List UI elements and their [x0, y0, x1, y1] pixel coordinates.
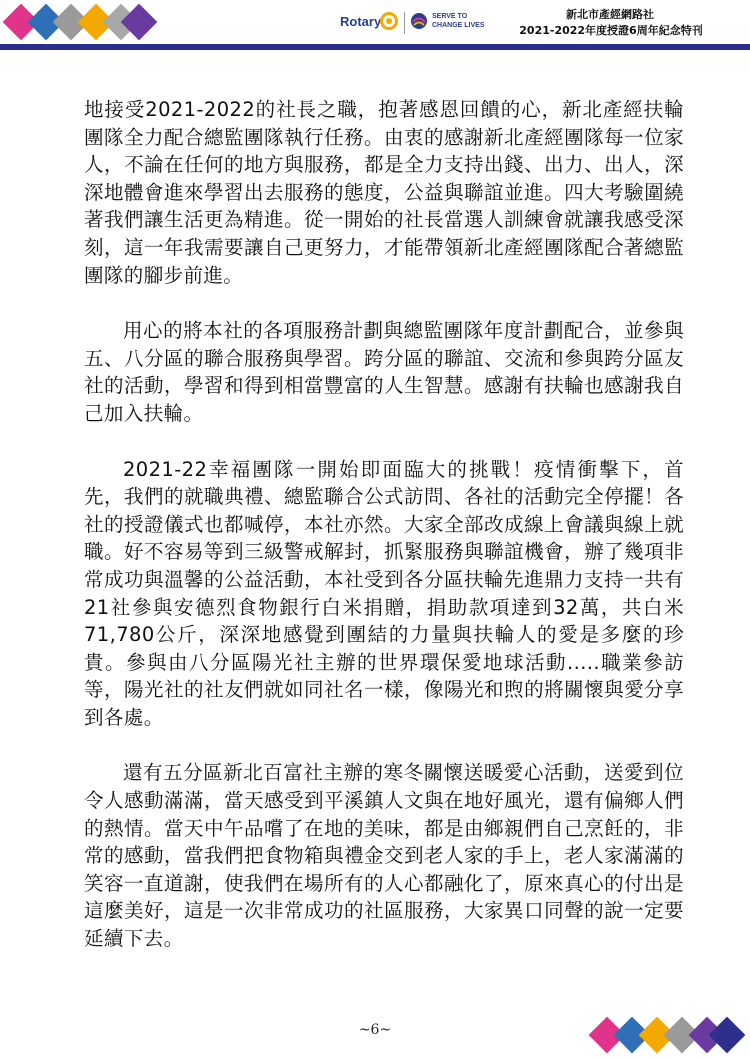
club-name: 新北市產經網路社 [566, 8, 654, 21]
paragraph-1: 地接受2021-2022的社長之職，抱著感恩回饋的心，新北產經扶輪團隊全力配合總監團隊執行任務。由衷的感謝新北產經團隊每一位家人，不論在任何的地方與服務，都是全力支持出錢、出力、出人，深深地體會進來學習出去服務的態度，公益與聯誼並進。四大考驗圍繞著我們讓生活更為精進。從一開始的社長當選人訓練會就讓我感受深刻，這一年我需要讓自己更努力，才能帶領新北產經團隊配合著總監團隊的腳步前進。 [84, 98, 684, 287]
serve-slogan-line1: SERVE TO [432, 13, 468, 20]
page-number: ~6~ [358, 1022, 392, 1038]
paragraph-2: 用心的將本社的各項服務計劃與總監團隊年度計劃配合，並參與五、八分區的聯合服務與學習。跨分區的聯誼、交流和參與跨分區友社的活動，學習和得到相當豐富的人生智慧。感謝有扶輪也感謝我自己加入扶輪。 [84, 319, 684, 425]
paragraph-3: 2021-22幸福團隊一開始即面臨大的挑戰！疫情衝擊下，首先，我們的就職典禮、總監聯合公式訪問、各社的活動完全停擺！各社的授證儀式也都喊停，本社亦然。大家全部改成線上會議與線上就職。好不容易等到三級警戒解封，抓緊服務與聯誼機會，辦了幾項非常成功與溫馨的公益活動，本社受到各分區扶輪先進鼎力支持一共有21社參與安德烈食物銀行白米捐贈，捐助款項達到32萬，共白米71,780公斤，深深地感覺到團結的力量與扶輪人的愛是多麼的珍貴。參與由八分區陽光社主辦的世界環保愛地球活動.....職業參訪等，陽光社的社友們就如同社名一樣，像陽光和煦的將關懷與愛分享到各處。 [84, 457, 684, 729]
serve-slogan-line2: CHANGE LIVES [432, 22, 485, 29]
header-bar [0, 44, 750, 50]
paragraph-4: 還有五分區新北百富社主辦的寒冬關懷送暖愛心活動，送愛到位令人感動滿滿，當天感受到平溪鎮人文與在地好風光，還有偏鄉人們的熱情。當天中午品嚐了在地的美味，都是由鄉親們自己烹飪的，非常的感動，當我們把食物箱與禮金交到老人家的手上，老人家滿滿的笑容一直道謝，使我們在場所有的人心都融化了，原來真心的付出是這麼美好，這是一次非常成功的社區服務，大家異口同聲的說一定要延續下去。 [84, 761, 684, 951]
club-subtitle: 2021-2022年度授證6周年紀念特刊 [519, 24, 703, 37]
footer-diamond-navy-2 [709, 1017, 746, 1054]
page-header [0, 0, 750, 56]
article-body [84, 96, 684, 981]
serve-slogan [432, 12, 485, 30]
serve-to-change-lives-icon [410, 12, 428, 30]
rotary-wheel-hub [386, 18, 392, 24]
rotary-logo-text: Rotary [340, 14, 382, 29]
logo-divider [404, 12, 405, 34]
